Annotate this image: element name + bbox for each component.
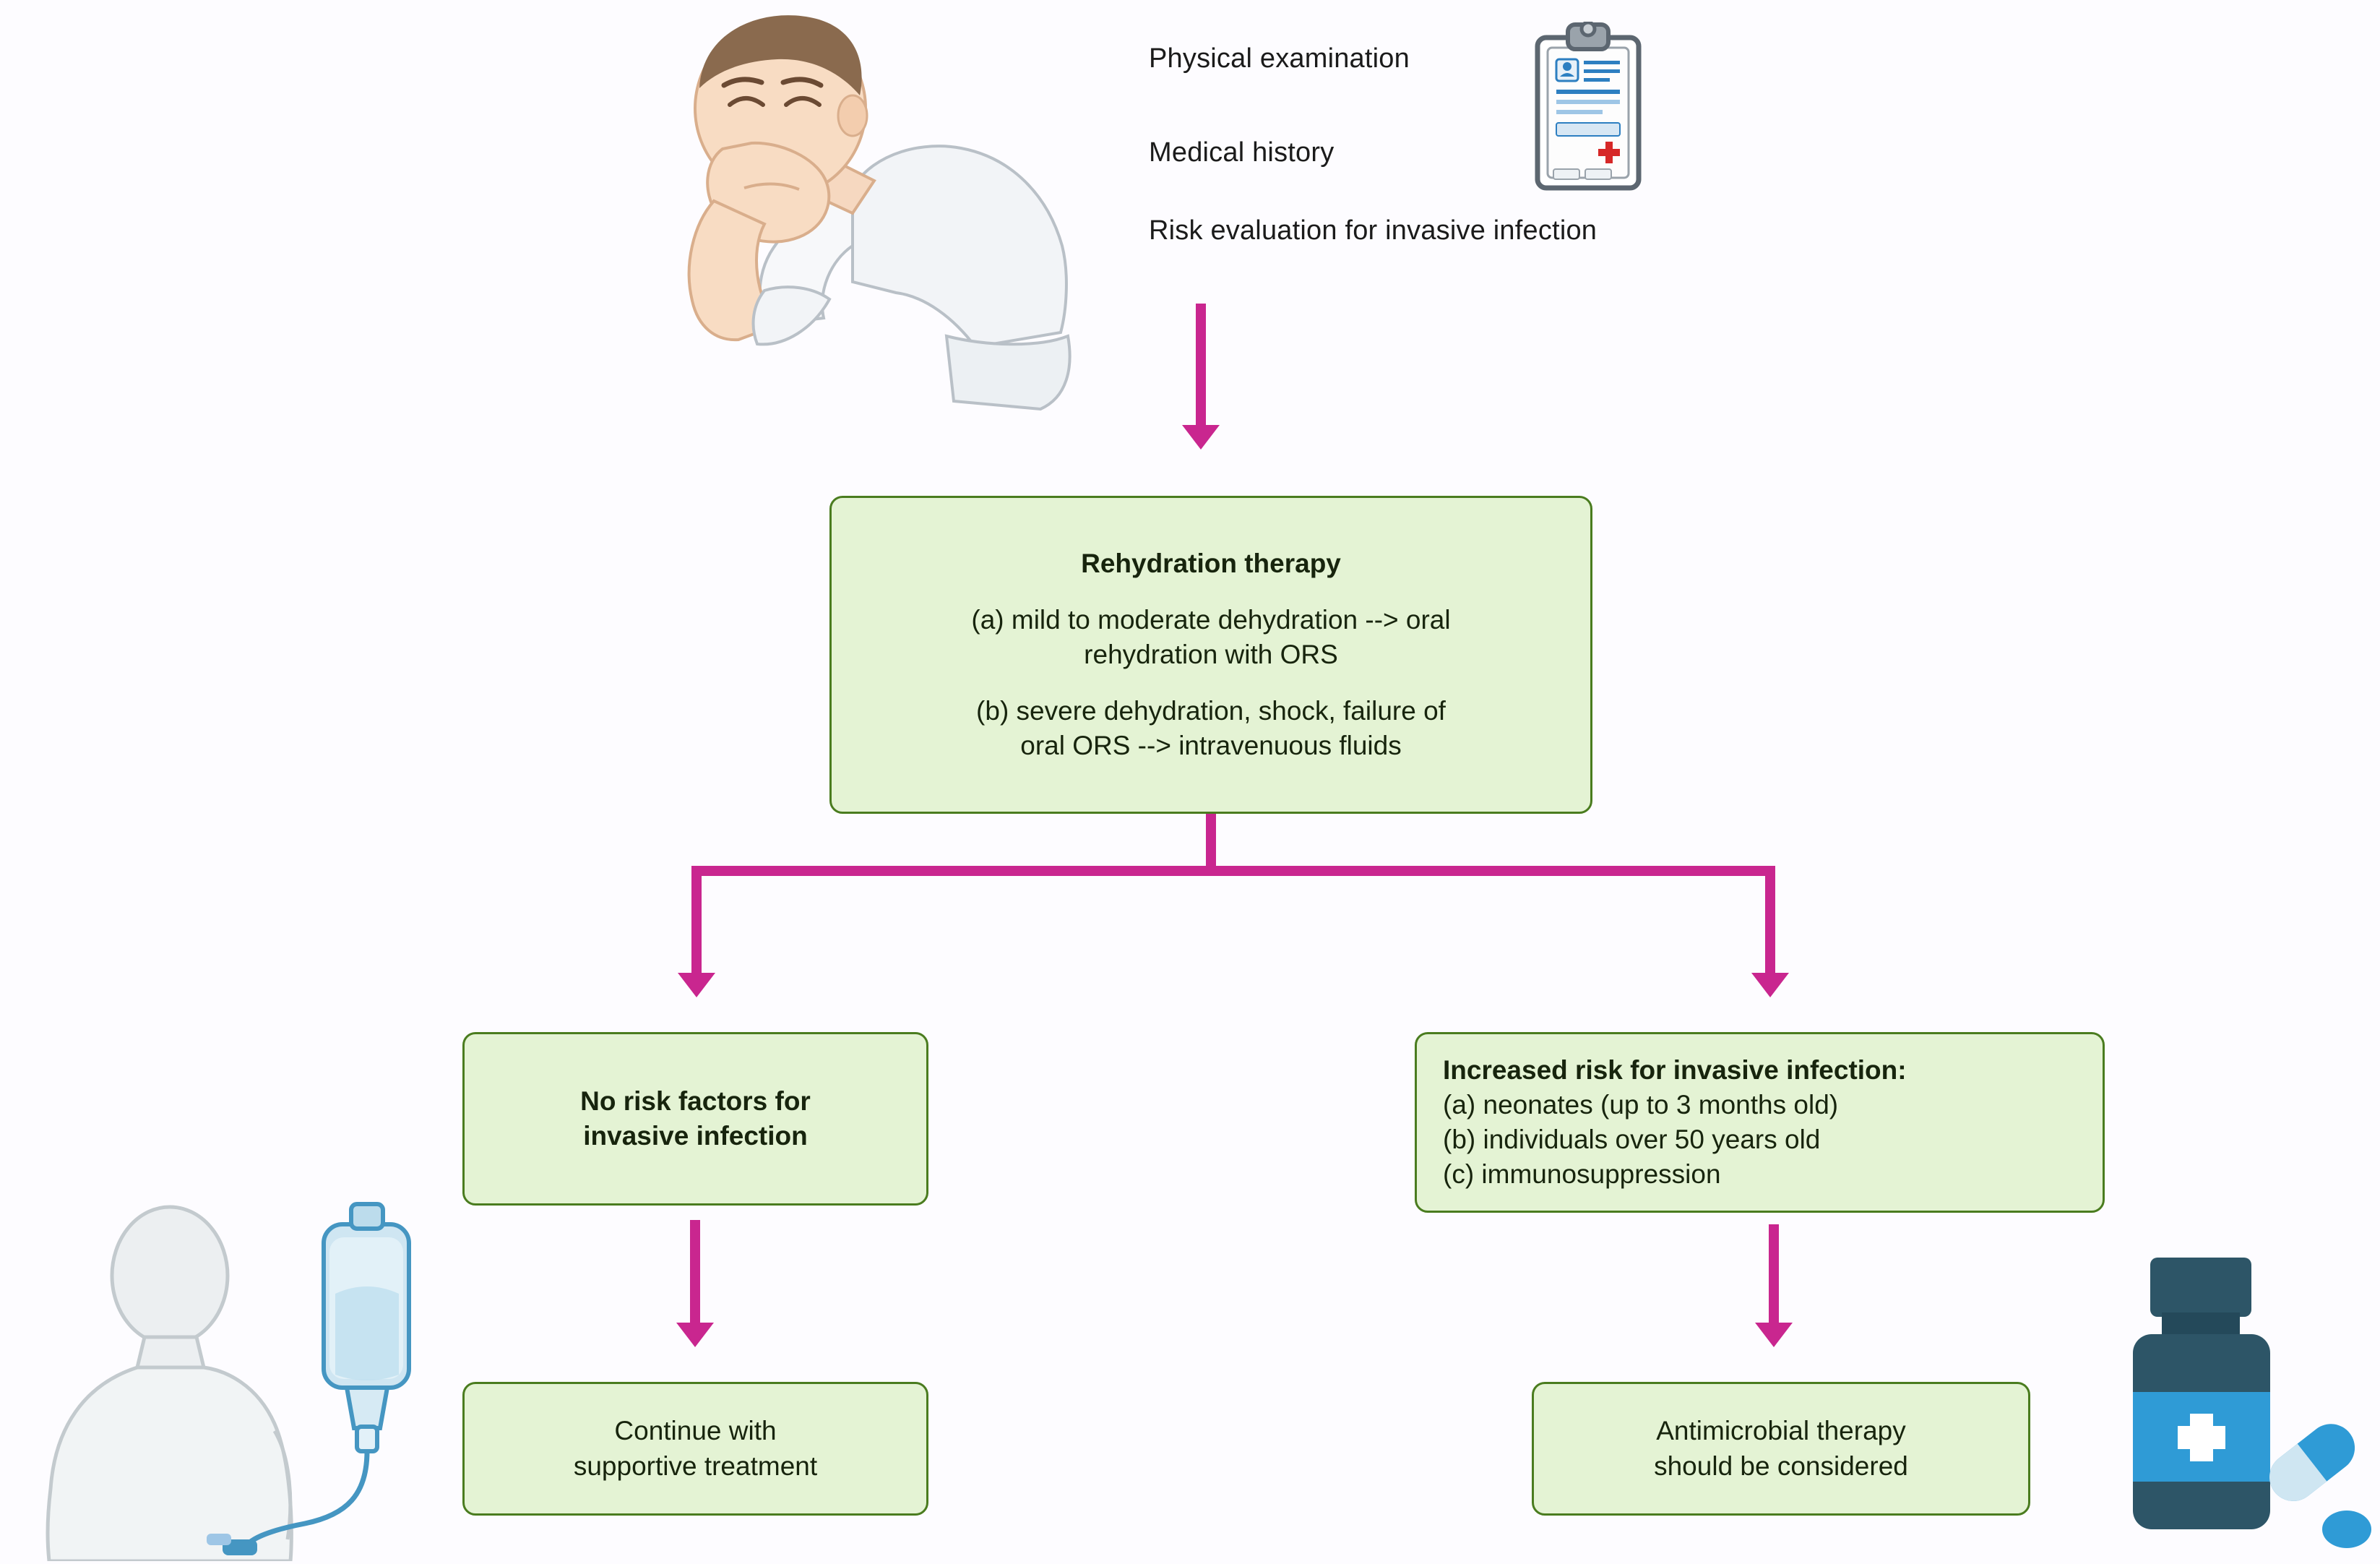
- split-right-arrow-head: [1751, 973, 1789, 997]
- clipboard-icon: [1530, 22, 1646, 195]
- increased-risk-title: Increased risk for invasive infection:: [1443, 1054, 1907, 1085]
- antimicrobial-line-1: Antimicrobial therapy: [1656, 1416, 1906, 1446]
- node-antimicrobial-therapy: [1532, 1382, 2030, 1516]
- arrow-no-risk-to-supportive-stem: [690, 1220, 700, 1325]
- split-left-down-stem: [691, 866, 702, 974]
- split-right-down-stem: [1765, 866, 1775, 974]
- node-rehydration-therapy: [829, 496, 1592, 814]
- rehydration-title: Rehydration therapy: [1081, 548, 1341, 578]
- supportive-line-2: supportive treatment: [573, 1451, 818, 1481]
- assessment-item-medical-history: Medical history: [1149, 137, 1335, 168]
- arrow-increased-risk-to-antimicrobial-head: [1755, 1323, 1793, 1347]
- split-left-arrow-head: [678, 973, 715, 997]
- assessment-item-risk-evaluation: Risk evaluation for invasive infection: [1149, 215, 1598, 246]
- no-risk-line-2: invasive infection: [583, 1121, 808, 1151]
- rehydration-line-4: oral ORS --> intravenuous fluids: [1020, 731, 1402, 761]
- split-horizontal-bar: [691, 866, 1775, 876]
- vomiting-patient-icon: [636, 7, 1084, 419]
- arrow-assessment-to-rehydration-head: [1182, 425, 1220, 450]
- increased-risk-line-c: (c) immunosuppression: [1443, 1159, 1721, 1190]
- arrow-increased-risk-to-antimicrobial-stem: [1769, 1224, 1779, 1325]
- increased-risk-line-b: (b) individuals over 50 years old: [1443, 1125, 1821, 1154]
- rehydration-line-2: rehydration with ORS: [1084, 639, 1338, 669]
- rehydration-line-1: (a) mild to moderate dehydration --> oral: [971, 604, 1451, 635]
- assessment-item-physical-examination: Physical examination: [1149, 43, 1410, 74]
- no-risk-line-1: No risk factors for: [580, 1086, 811, 1116]
- arrow-assessment-to-rehydration-stem: [1196, 304, 1206, 426]
- node-no-risk-factors: [462, 1032, 928, 1206]
- antimicrobial-line-2: should be considered: [1654, 1451, 1908, 1481]
- node-increased-risk: [1415, 1032, 2105, 1213]
- arrow-no-risk-to-supportive-head: [676, 1323, 714, 1347]
- iv-drip-patient-icon: [36, 1200, 441, 1561]
- node-supportive-treatment: [462, 1382, 928, 1516]
- rehydration-line-3: (b) severe dehydration, shock, failure of: [976, 696, 1446, 726]
- increased-risk-line-a: (a) neonates (up to 3 months old): [1443, 1089, 1839, 1120]
- supportive-line-1: Continue with: [614, 1416, 777, 1446]
- medicine-bottle-pills-icon: [2095, 1250, 2380, 1554]
